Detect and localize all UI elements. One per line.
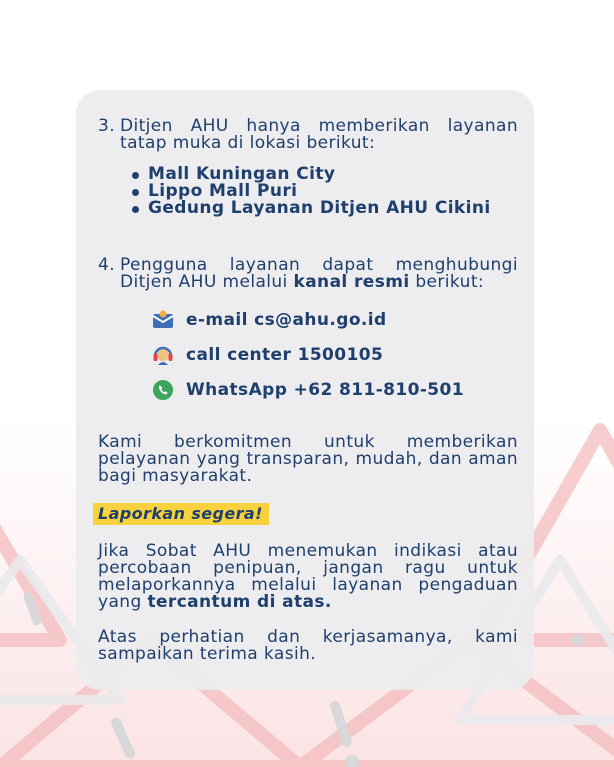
item-3-text: Ditjen AHU hanya memberikan layanan tatap muka di lokasi berikut: (120, 116, 518, 153)
contact-email[interactable] (152, 309, 518, 331)
report-now-label: Laporkan segera! (93, 503, 269, 525)
item-4-text (120, 257, 518, 291)
commitment-paragraph: Kami berkomitmen untuk memberikan pelayanan yang transparan, mudah, dan aman bagi masyarakat. (98, 432, 518, 486)
contact-whatsapp-label: WhatsApp +62 811-810-501 (186, 379, 464, 400)
contact-call-center-label: call center 1500105 (186, 344, 384, 365)
email-icon (152, 309, 174, 331)
item-4-text-end: berikut: (409, 272, 485, 292)
headset-icon (152, 344, 174, 366)
content (98, 118, 518, 663)
whatsapp-icon (152, 379, 174, 401)
closing-paragraph: Atas perhatian dan kerjasamanya, kami sampaikan terima kasih. (98, 627, 518, 664)
item-4 (98, 257, 518, 291)
item-4-text-start: Pengguna layanan dapat menghubungi Ditjen AHU melalui (120, 255, 518, 292)
location-item: Lippo Mall Puri (132, 183, 518, 200)
contact-email-label: e-mail cs@ahu.go.id (186, 309, 387, 330)
contact-list (152, 309, 518, 401)
report-text: Jika Sobat AHU menemukan indikasi atau percobaan penipuan, jangan ragu untuk melaporkannya melalui layanan pengaduan yang (98, 541, 518, 612)
item-3 (98, 118, 518, 152)
location-list (132, 166, 518, 217)
report-paragraph (98, 543, 518, 611)
item-3-number: 3. (98, 116, 116, 136)
location-item: Gedung Layanan Ditjen AHU Cikini (132, 200, 518, 217)
official-channels-label: kanal resmi (293, 272, 410, 292)
contact-whatsapp[interactable] (152, 379, 518, 401)
location-item: Mall Kuningan City (132, 166, 518, 183)
contact-call-center[interactable] (152, 344, 518, 366)
report-callout (98, 503, 518, 525)
item-4-number: 4. (98, 255, 116, 275)
report-text-bold: tercantum di atas. (147, 592, 332, 612)
